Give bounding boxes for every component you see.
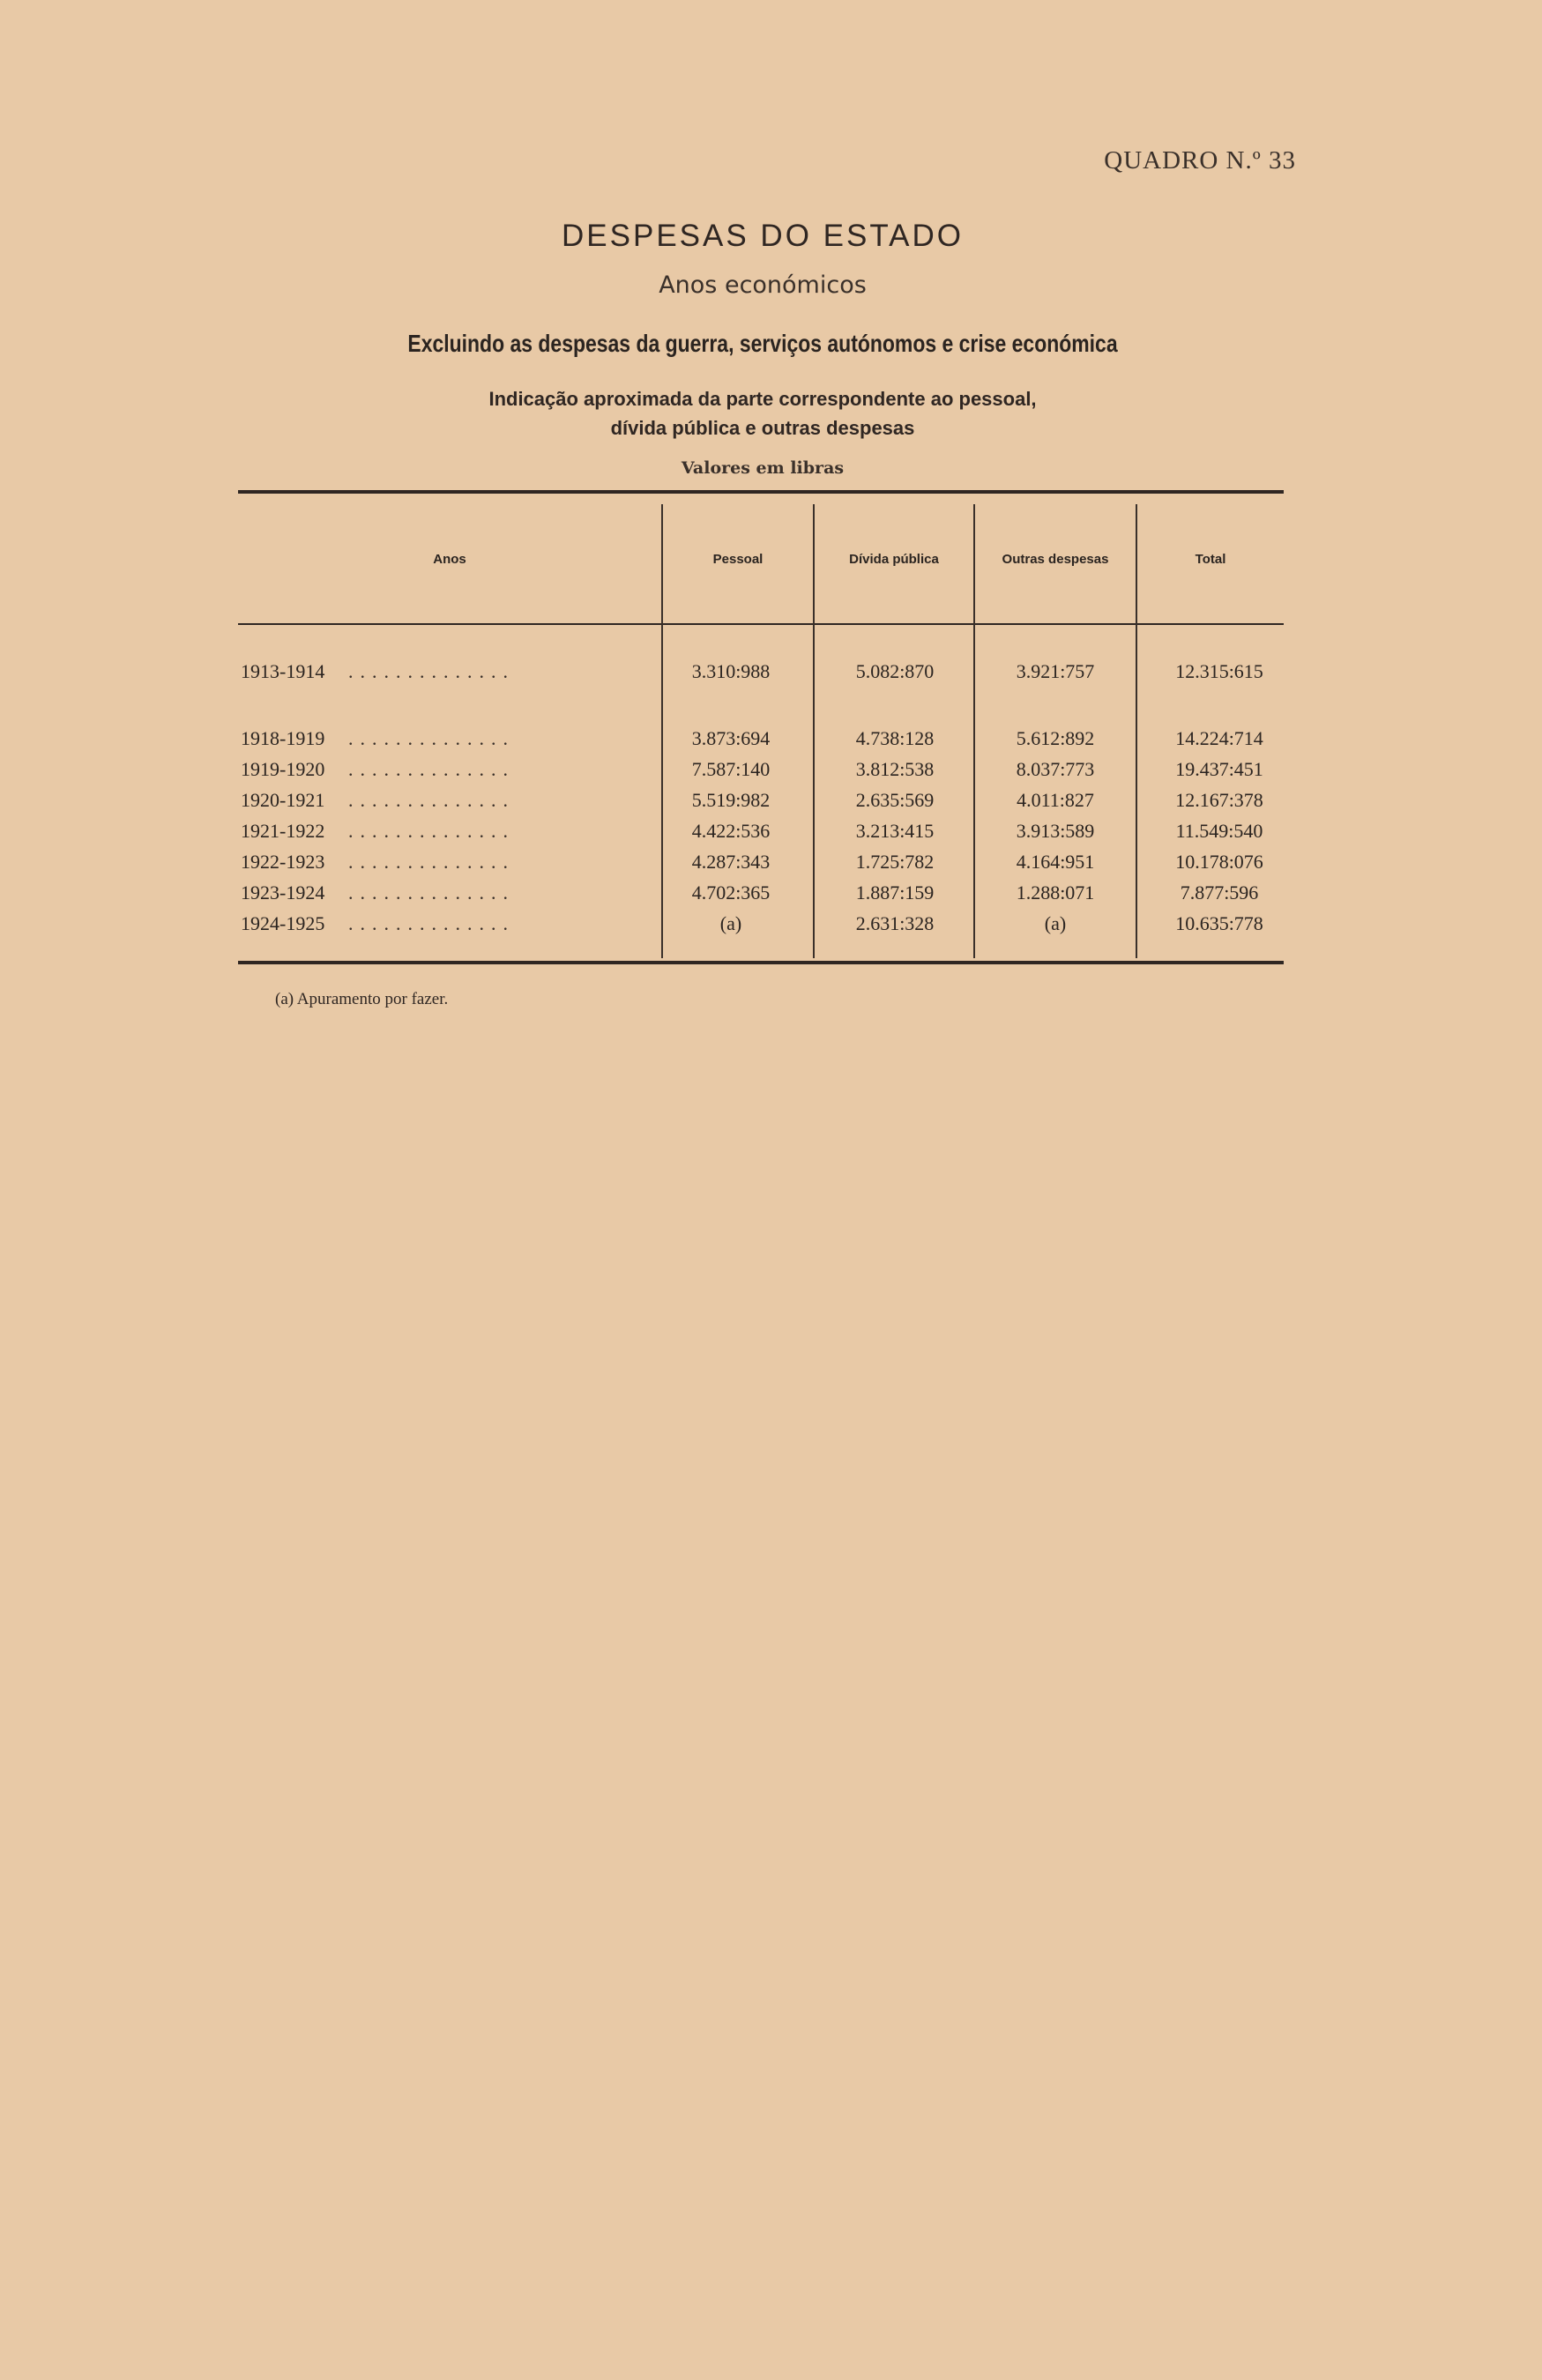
cell-outras: 3.921:757 bbox=[1016, 660, 1095, 682]
cell-total: 7.877:596 bbox=[1180, 881, 1259, 904]
cell-outras: 4.164:951 bbox=[1016, 851, 1095, 873]
cell-ano: 1921-1922 bbox=[241, 820, 325, 842]
cell-outras: 3.913:589 bbox=[1016, 820, 1095, 842]
cell-total: 11.549:540 bbox=[1175, 820, 1263, 842]
units-note: Valores em libras bbox=[681, 458, 845, 478]
footnote: (a) Apuramento por fazer. bbox=[275, 990, 449, 1008]
table-bottom-rule bbox=[238, 961, 1284, 964]
cell-ano: 1913-1914 bbox=[241, 660, 325, 682]
cell-divida: 2.631:328 bbox=[855, 912, 935, 934]
cell-divida: 5.082:870 bbox=[855, 660, 935, 682]
cell-ano: 1920-1921 bbox=[241, 789, 325, 811]
cell-pessoal: 3.310:988 bbox=[691, 660, 771, 682]
table-row bbox=[238, 820, 1284, 850]
leader-dots: .............. bbox=[348, 820, 515, 842]
column-header-divida-publica: Dívida pública bbox=[849, 552, 939, 567]
cell-divida: 2.635:569 bbox=[855, 789, 935, 811]
cell-outras: (a) bbox=[1044, 912, 1067, 934]
cell-pessoal: 7.587:140 bbox=[691, 758, 771, 780]
leader-dots: .............. bbox=[348, 881, 515, 904]
cell-total: 14.224:714 bbox=[1175, 727, 1263, 749]
table-row bbox=[238, 758, 1284, 788]
cell-pessoal: 4.422:536 bbox=[691, 820, 771, 842]
cell-pessoal: 4.287:343 bbox=[691, 851, 771, 873]
cell-divida: 3.213:415 bbox=[855, 820, 935, 842]
cell-divida: 1.887:159 bbox=[855, 881, 935, 904]
indication-line-1: Indicação aproximada da parte correspondente ao pessoal, bbox=[488, 388, 1037, 410]
table-row bbox=[238, 727, 1284, 757]
column-header-outras-despesas: Outras despesas bbox=[1002, 552, 1109, 567]
table-top-rule bbox=[238, 490, 1284, 494]
cell-ano: 1924-1925 bbox=[241, 912, 325, 934]
table-row bbox=[238, 912, 1284, 942]
document-title: DESPESAS DO ESTADO bbox=[562, 219, 964, 253]
leader-dots: .............. bbox=[348, 758, 515, 780]
cell-pessoal: 3.873:694 bbox=[691, 727, 771, 749]
indication-note bbox=[0, 384, 1525, 443]
leader-dots: .............. bbox=[348, 912, 515, 934]
cell-outras: 8.037:773 bbox=[1016, 758, 1095, 780]
cell-divida: 1.725:782 bbox=[855, 851, 935, 873]
table-row bbox=[238, 789, 1284, 819]
cell-divida: 4.738:128 bbox=[855, 727, 935, 749]
leader-dots: .............. bbox=[348, 789, 515, 811]
cell-total: 10.635:778 bbox=[1175, 912, 1263, 934]
cell-outras: 4.011:827 bbox=[1017, 789, 1094, 811]
cell-ano: 1918-1919 bbox=[241, 727, 325, 749]
column-header-pessoal: Pessoal bbox=[712, 552, 764, 567]
cell-total: 12.315:615 bbox=[1175, 660, 1263, 682]
cell-outras: 5.612:892 bbox=[1016, 727, 1095, 749]
column-header-total: Total bbox=[1195, 552, 1226, 567]
cell-ano: 1919-1920 bbox=[241, 758, 325, 780]
cell-total: 19.437:451 bbox=[1175, 758, 1263, 780]
indication-line-2: dívida pública e outras despesas bbox=[610, 417, 915, 439]
column-header-anos: Anos bbox=[433, 552, 466, 567]
cell-total: 12.167:378 bbox=[1175, 789, 1263, 811]
table-row bbox=[238, 660, 1284, 690]
leader-dots: .............. bbox=[348, 727, 515, 749]
cell-ano: 1922-1923 bbox=[241, 851, 325, 873]
table-row bbox=[238, 851, 1284, 881]
table-header-rule bbox=[238, 623, 1284, 625]
leader-dots: .............. bbox=[348, 660, 515, 682]
cell-outras: 1.288:071 bbox=[1016, 881, 1095, 904]
document-subtitle: Anos económicos bbox=[659, 271, 867, 299]
cell-pessoal: 4.702:365 bbox=[691, 881, 771, 904]
cell-pessoal: 5.519:982 bbox=[691, 789, 771, 811]
leader-dots: .............. bbox=[348, 851, 515, 873]
cell-pessoal: (a) bbox=[719, 912, 742, 934]
table-number: QUADRO N.º 33 bbox=[1104, 146, 1296, 175]
cell-divida: 3.812:538 bbox=[855, 758, 935, 780]
cell-ano: 1923-1924 bbox=[241, 881, 325, 904]
cell-total: 10.178:076 bbox=[1175, 851, 1263, 873]
table-row bbox=[238, 881, 1284, 911]
exclusion-note: Excluindo as despesas da guerra, serviços autónomos e crise económica bbox=[407, 330, 1118, 357]
